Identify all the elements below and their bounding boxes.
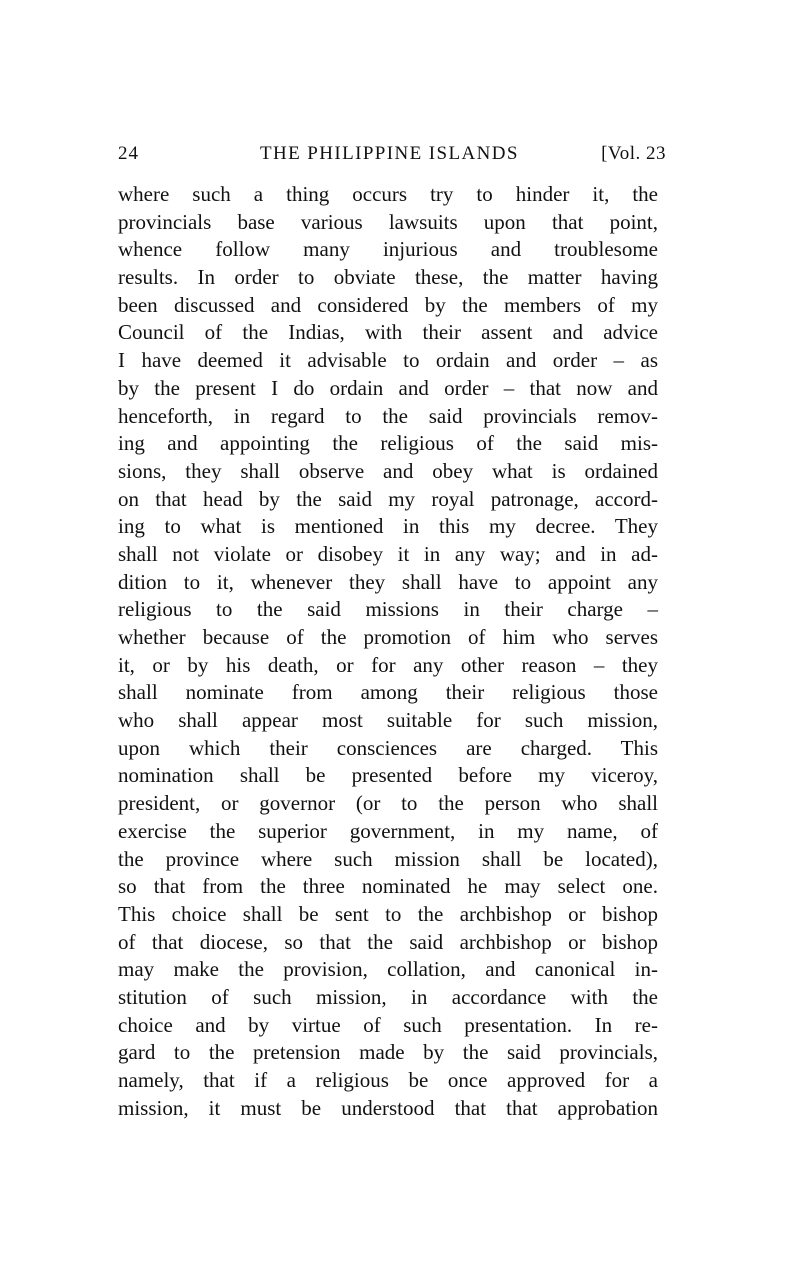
text-line: on that head by the said my royal patronage, accord- (118, 486, 658, 511)
text-line: whence follow many injurious and troublesome (118, 237, 658, 262)
text-line: who shall appear most suitable for such mission, (118, 708, 658, 733)
page-number: 24 (118, 143, 139, 164)
text-line: results. In order to obviate these, the matter having (118, 265, 658, 290)
text-line: ing to what is mentioned in this my decree. They (118, 514, 658, 539)
text-line: ing and appointing the religious of the said mis- (118, 431, 658, 456)
volume-label: [Vol. 23 (601, 143, 666, 164)
text-line: choice and by virtue of such presentation. In re- (118, 1012, 658, 1037)
text-line: may make the provision, collation, and canonical in- (118, 957, 658, 982)
text-line: dition to it, whenever they shall have to appoint any (118, 569, 658, 594)
text-line: by the present I do ordain and order – that now and (118, 375, 658, 400)
text-line: stitution of such mission, in accordance with the (118, 984, 658, 1009)
text-line: gard to the pretension made by the said provincials, (118, 1040, 658, 1065)
text-line: I have deemed it advisable to ordain and order – as (118, 348, 658, 373)
body-text (118, 181, 658, 1122)
text-line: exercise the superior government, in my name, of (118, 818, 658, 843)
text-line: henceforth, in regard to the said provincials remov- (118, 403, 658, 428)
text-line: where such a thing occurs try to hinder it, the (118, 182, 658, 206)
text-line: sions, they shall observe and obey what is ordained (118, 458, 658, 483)
text-line: This choice shall be sent to the archbishop or bishop (118, 901, 658, 926)
text-line: president, or governor (or to the person who shall (118, 791, 658, 816)
text-line: been discussed and considered by the members of my (118, 292, 658, 317)
text-line: namely, that if a religious be once approved for a (118, 1068, 658, 1092)
text-line: whether because of the promotion of him who serves (118, 625, 658, 649)
text-line: of that diocese, so that the said archbishop or bishop (118, 929, 658, 954)
text-line: shall not violate or disobey it in any way; and in ad- (118, 541, 658, 566)
text-line: provincials base various lawsuits upon that point, (118, 209, 658, 234)
running-head (118, 143, 666, 167)
text-line: mission, it must be understood that that approbation (118, 1095, 658, 1120)
text-line: Council of the Indias, with their assent and advice (118, 320, 658, 345)
book-title: THE PHILIPPINE ISLANDS (260, 143, 519, 164)
text-line: shall nominate from among their religious those (118, 680, 658, 705)
text-line: the province where such mission shall be located), (118, 846, 658, 871)
text-line: nomination shall be presented before my viceroy, (118, 763, 658, 788)
text-line: upon which their consciences are charged. This (118, 735, 658, 760)
text-line: so that from the three nominated he may select one. (118, 874, 658, 899)
text-line: religious to the said missions in their charge – (118, 597, 658, 622)
text-line: it, or by his death, or for any other reason – they (118, 652, 658, 677)
